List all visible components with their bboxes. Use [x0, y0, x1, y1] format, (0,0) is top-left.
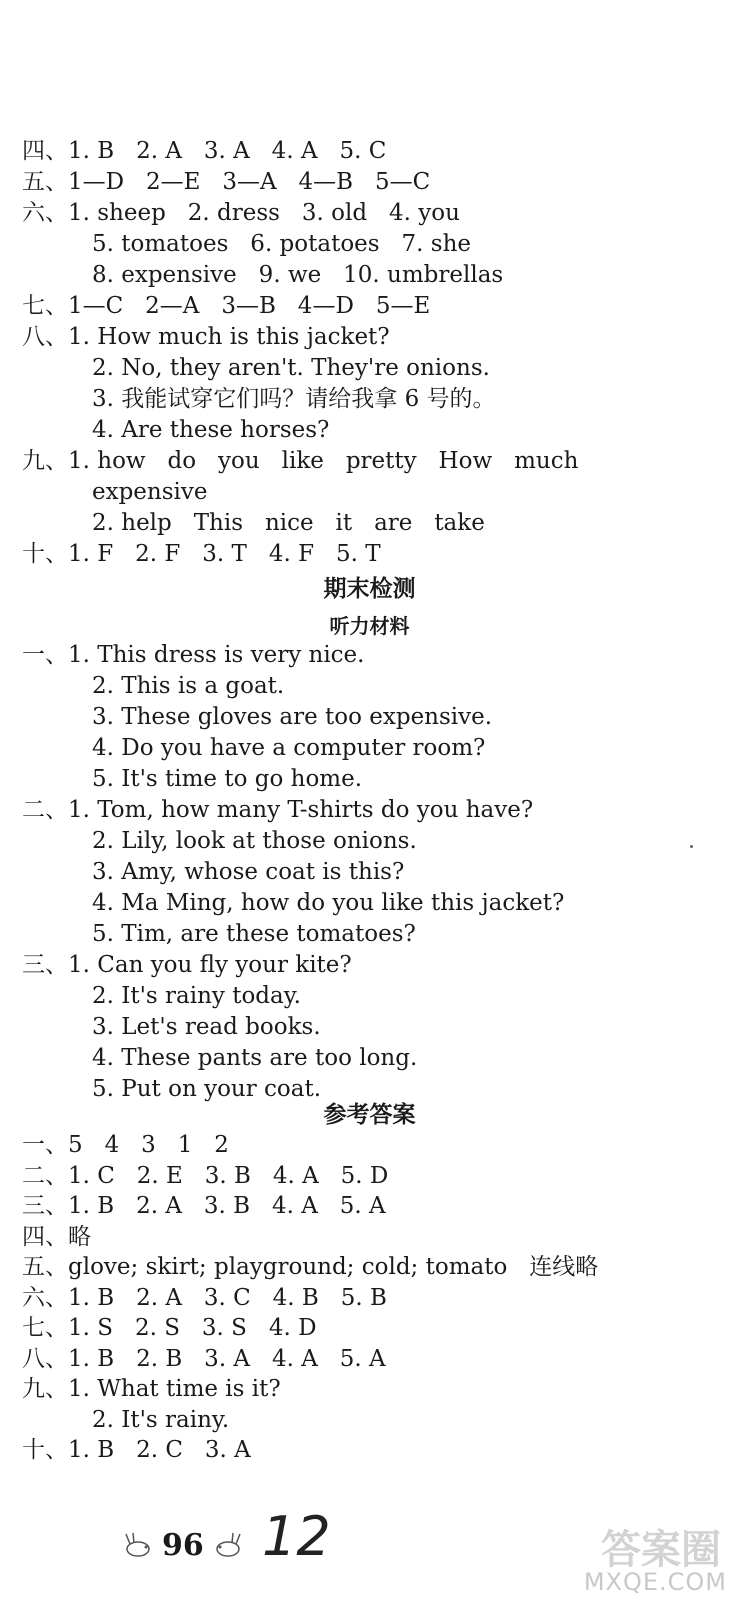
answer-line-continued: 8. expensive 9. we 10. umbrellas — [92, 262, 504, 288]
answer-line: 五、1—D 2—E 3—A 4—B 5—C — [22, 169, 431, 195]
answer-line-continued: 2. Lily, look at those onions. — [92, 828, 417, 854]
answer-line-continued: 4. Are these horses? — [92, 417, 330, 443]
answer-line: 四、略 — [22, 1223, 91, 1250]
answer-line-continued: 2. help This nice it are take — [92, 510, 485, 536]
ink-speck — [690, 845, 693, 848]
listening-material-title: 听力材料 — [329, 614, 410, 638]
answer-line: 二、1. C 2. E 3. B 4. A 5. D — [22, 1162, 389, 1189]
answer-line-continued: 5. It's time to go home. — [92, 766, 363, 792]
answer-line-continued: 3. Amy, whose coat is this? — [92, 859, 405, 885]
rabbit-ornament-icon — [212, 1532, 246, 1558]
answer-line: 六、1. B 2. A 3. C 4. B 5. B — [22, 1284, 387, 1311]
answer-line-continued: expensive — [92, 479, 208, 505]
answer-line: 八、1. How much is this jacket? — [22, 324, 390, 350]
handwritten-note: 12 — [262, 1505, 331, 1568]
watermark-url: MXQE.COM — [583, 1568, 727, 1596]
answer-line-continued: 2. It's rainy. — [92, 1406, 230, 1433]
answer-line: 五、glove; skirt; playground; cold; tomato 连线略 — [22, 1254, 599, 1280]
final-test-title: 期末检测 — [323, 575, 416, 602]
answer-line: 一、1. This dress is very nice. — [22, 642, 365, 668]
answer-line-continued: 5. tomatoes 6. potatoes 7. she — [92, 231, 472, 257]
answer-line: 九、1. What time is it? — [22, 1376, 281, 1402]
answer-line: 十、1. F 2. F 3. T 4. F 5. T — [22, 541, 381, 567]
answer-line-continued: 2. No, they aren't. They're onions. — [92, 355, 490, 381]
answer-line: 十、1. B 2. C 3. A — [22, 1437, 251, 1463]
page-number: 96 — [162, 1527, 204, 1563]
answer-line: 七、1—C 2—A 3—B 4—D 5—E — [22, 293, 431, 319]
answer-line-continued: 2. This is a goat. — [92, 673, 285, 699]
answer-line-continued: 2. It's rainy today. — [92, 983, 301, 1009]
answer-line: 六、1. sheep 2. dress 3. old 4. you — [22, 200, 460, 226]
answer-line-continued: 3. 我能试穿它们吗？请给我拿 6 号的。 — [92, 386, 496, 412]
answer-line-continued: 4. These pants are too long. — [92, 1045, 418, 1071]
answer-line-continued: 4. Do you have a computer room? — [92, 735, 486, 761]
answer-line-continued: 5. Put on your coat. — [92, 1076, 322, 1102]
reference-answers-title: 参考答案 — [323, 1101, 416, 1128]
watermark — [571, 1518, 731, 1596]
answer-line: 二、1. Tom, how many T-shirts do you have? — [22, 797, 534, 823]
answer-line: 九、1. how do you like pretty How much — [22, 448, 579, 474]
answer-line: 一、5 4 3 1 2 — [22, 1132, 229, 1158]
answer-line: 七、1. S 2. S 3. S 4. D — [22, 1315, 317, 1341]
answer-line: 四、1. B 2. A 3. A 4. A 5. C — [22, 138, 387, 164]
answer-line: 三、1. Can you fly your kite? — [22, 952, 352, 978]
answer-line-continued: 5. Tim, are these tomatoes? — [92, 921, 416, 947]
page-footer — [120, 1515, 246, 1575]
watermark-chars: 答案圈 — [601, 1527, 721, 1573]
rabbit-ornament-icon — [120, 1532, 154, 1558]
answer-line-continued: 4. Ma Ming, how do you like this jacket? — [92, 890, 565, 916]
answer-line: 八、1. B 2. B 3. A 4. A 5. A — [22, 1345, 386, 1372]
answer-line-continued: 3. These gloves are too expensive. — [92, 704, 493, 730]
answer-line-continued: 3. Let's read books. — [92, 1014, 321, 1040]
answer-line: 三、1. B 2. A 3. B 4. A 5. A — [22, 1193, 386, 1219]
